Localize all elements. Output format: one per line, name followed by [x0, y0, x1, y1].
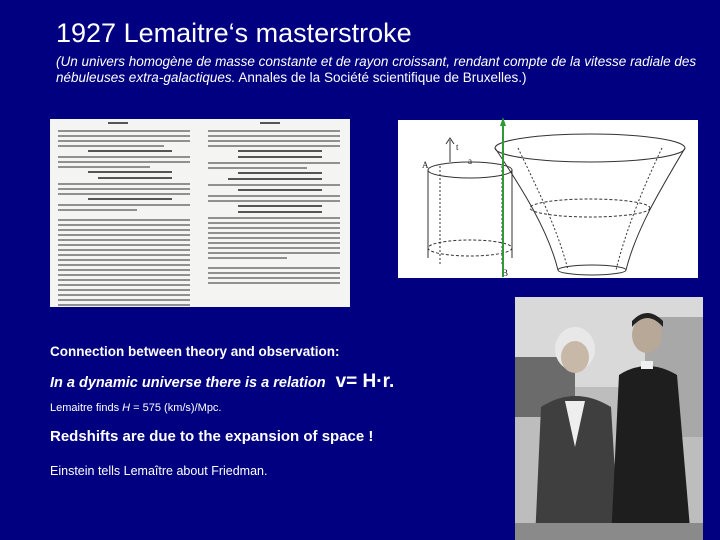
slide-subtitle [56, 54, 706, 86]
subtitle-citation-title: (Un univers homogène de masse constante et de rayon croissant, rendant compte de la vitesse radiale des nébuleuses extra-galactiques. [56, 54, 697, 85]
redshift-statement: Redshifts are due to the expansion of space ! [50, 428, 374, 445]
diagram-funnel-mid-ellipse [530, 199, 650, 217]
subtitle-journal: Annales de la Société scientifique de Bruxelles.) [235, 70, 527, 85]
expanding-universe-diagram [398, 120, 698, 278]
diagram-label-time: t [456, 142, 459, 152]
hubble-value: = 575 (km/s)/Mpc. [130, 402, 222, 414]
einstein-lemaitre-photo [515, 297, 703, 540]
relation-statement [50, 371, 394, 393]
hubble-constant-line [50, 402, 222, 414]
diagram-right-top-ellipse [495, 134, 685, 162]
diagram-svg [398, 120, 698, 278]
diagram-label-a-small: a [468, 156, 472, 166]
paper-left-column [58, 125, 190, 307]
paper-scan-image [50, 119, 350, 307]
page-number-mark-right [260, 122, 280, 124]
slide-title: 1927 Lemaitre‘s masterstroke [56, 18, 412, 48]
hubble-law-formula: v= H·r. [335, 371, 395, 392]
green-arrow-icon [500, 117, 509, 278]
hubble-symbol: H [122, 402, 131, 414]
photo-svg [515, 297, 703, 540]
diagram-funnel-worldline [616, 148, 662, 270]
connection-label: Connection between theory and observation: [50, 344, 340, 359]
diagram-label-b-right: B [502, 268, 509, 278]
page-number-mark-left [108, 122, 128, 124]
diagram-right-bottom-ellipse [558, 265, 626, 275]
relation-text: In a dynamic universe there is a relation [50, 375, 326, 391]
diagram-funnel-worldline [518, 148, 568, 270]
diagram-funnel-edge [626, 148, 685, 270]
hubble-prefix: Lemaitre finds [50, 402, 123, 414]
einstein-statement: Einstein tells Lemaître about Friedman. [50, 464, 268, 478]
diagram-label-a-left: A [422, 160, 429, 170]
paper-right-column [208, 125, 340, 287]
